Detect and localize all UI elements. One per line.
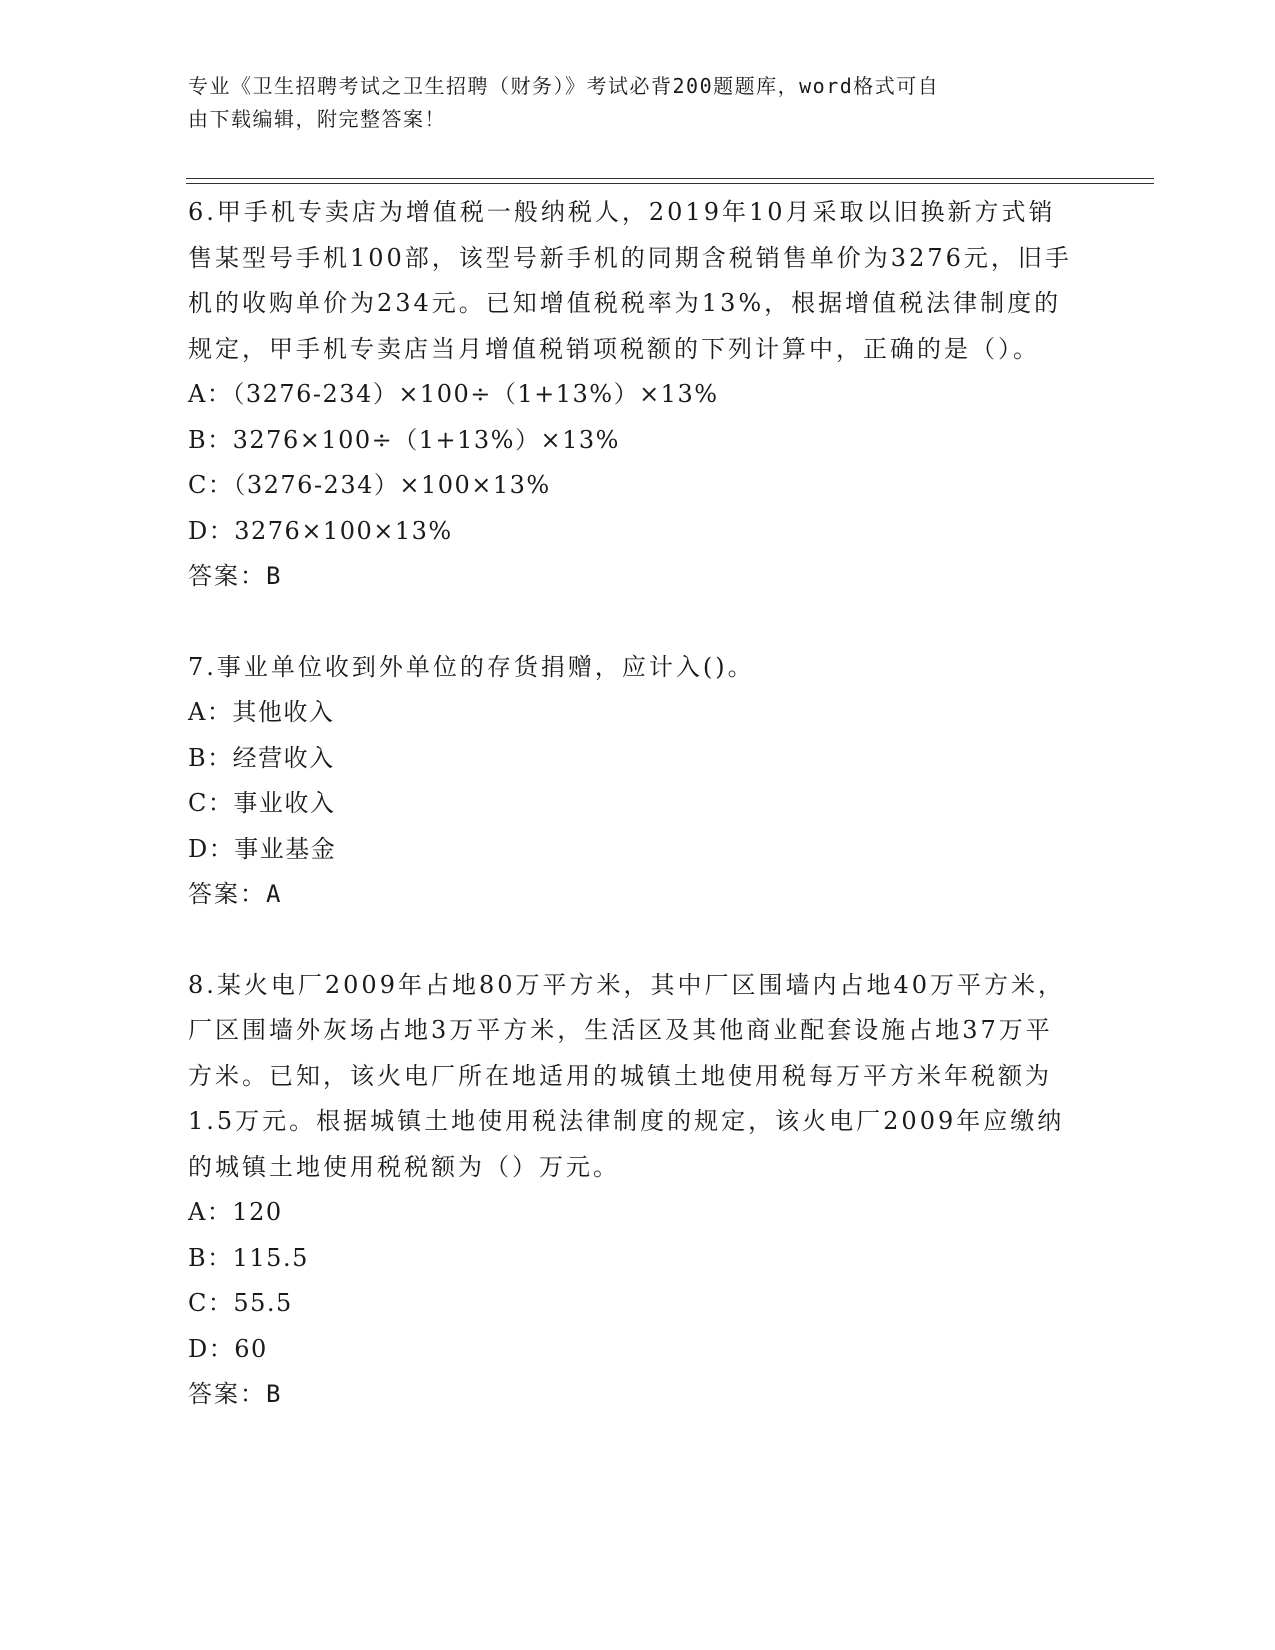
question-stem: 6.甲手机专卖店为增值税一般纳税人，2019年10月采取以旧换新方式销售某型号手机100部，该型号新手机的同期含税销售单价为3276元，旧手机的收购单价为234元。已知增值税税率为13%，根据增值税法律制度的规定，甲手机专卖店当月增值税销项税额的下列计算中，正确的是（）。 (188, 198, 1072, 363)
document-header (188, 70, 1068, 136)
answer: 答案：B (188, 562, 283, 590)
option-c: C：（3276-234）×100×13% (188, 471, 551, 499)
option-a: A：其他收入 (188, 698, 335, 726)
option-b: B：115.5 (188, 1243, 309, 1272)
question-stem: 8.某火电厂2009年占地80万平方米，其中厂区围墙内占地40万平方米，厂区围墙外灰场占地3万平方米，生活区及其他商业配套设施占地37万平方米。已知，该火电厂所在地适用的城镇土地使用税每万平方米年税额为1.5万元。根据城镇土地使用税法律制度的规定，该火电厂2009年应缴纳的城镇土地使用税税额为（）万元。 (188, 970, 1066, 1181)
option-c: C：55.5 (188, 1289, 293, 1317)
option-d: D：3276×100×13% (188, 516, 453, 545)
option-c: C：事业收入 (188, 789, 336, 817)
question-list (188, 190, 1088, 1418)
header-line-1: 专业《卫生招聘考试之卫生招聘（财务）》考试必背200题题库，word格式可自 (188, 74, 940, 98)
question-6 (188, 190, 1088, 600)
option-a: A：120 (188, 1198, 283, 1226)
header-line-2: 由下载编辑，附完整答案！ (188, 107, 446, 131)
question-8 (188, 963, 1088, 1418)
header-divider-top (186, 178, 1154, 179)
option-b: B：3276×100÷（1+13%）×13% (188, 425, 620, 454)
answer: 答案：A (188, 880, 283, 908)
answer: 答案：B (188, 1380, 283, 1408)
header-divider-bottom (186, 183, 1154, 184)
option-b: B：经营收入 (188, 743, 335, 772)
option-d: D：60 (188, 1334, 268, 1363)
option-d: D：事业基金 (188, 834, 337, 863)
question-7 (188, 645, 1088, 918)
option-a: A：（3276-234）×100÷（1+13%）×13% (188, 380, 719, 408)
question-stem: 7.事业单位收到外单位的存货捐赠，应计入()。 (188, 652, 755, 681)
